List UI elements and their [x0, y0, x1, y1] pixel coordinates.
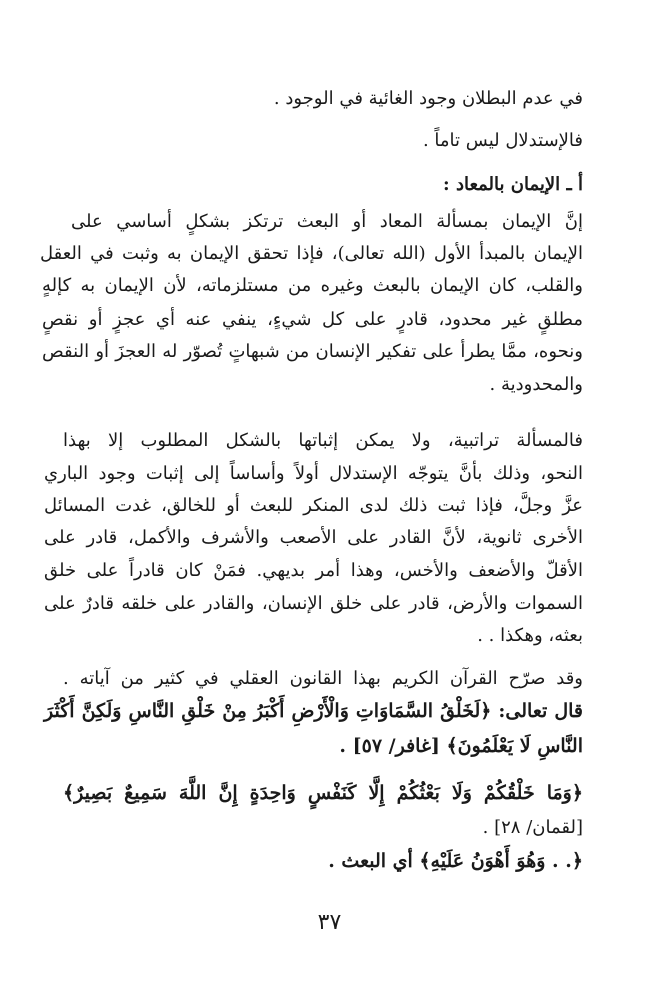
text-line: والقلب، كان الإيمان بالبعث وغيره من مستلزماته، لأن الإيمان به كإلهٍ — [42, 275, 583, 296]
text-line: فالمسألة تراتبية، ولا يمكن إثباتها بالشكل المطلوب إلا بهذا — [63, 430, 583, 451]
quran-verse-line: قال تعالى: ﴿لَخَلْقُ السَّمَاوَاتِ وَالْأَرْضِ أَكْبَرُ مِنْ خَلْقِ النَّاسِ وَلَكِنَّ أَكْثَرَ — [44, 700, 583, 722]
quran-verse-line: النَّاسِ لَا يَعْلَمُونَ﴾ [غافر/ ٥٧] . — [339, 735, 583, 757]
text-line: الأقلّ والأضعف والأخس، وهذا أمر بديهي. فمَنْ كان قادراً على خلق — [44, 560, 583, 581]
text-line: فالإستدلال ليس تاماً . — [422, 130, 583, 151]
quran-verse-line: ﴿. . وَهُوَ أَهْوَنُ عَلَيْهِ﴾ أي البعث . — [328, 850, 583, 872]
text-line: ونحوه، ممَّا يطرأ على تفكير الإنسان من شبهاتٍ تُصوّر له العجزَ أو النقص — [42, 341, 583, 362]
citation-line: [لقمان/ ٢٨] . — [482, 817, 583, 838]
text-line: بعثه، وهكذا . . — [477, 625, 583, 646]
text-line: عزَّ وجلَّ، فإذا ثبت ذلك لدى المنكر للبعث أو للخالق، غدت المسائل — [44, 495, 583, 516]
section-heading: أ ـ الإيمان بالمعاد : — [443, 174, 583, 195]
quran-verse-line: ﴿وَمَا خَلْقُكُمْ وَلَا بَعْثُكُمْ إِلَّا كَنَفْسٍ وَاحِدَةٍ إِنَّ اللَّهَ سَمِيعٌ بَصِيرٌ﴾ — [63, 782, 583, 804]
text-line: الإيمان بالمبدأ الأول (الله تعالى)، فإذا تحقق الإيمان به وثبت في العقل — [40, 243, 583, 264]
text-line: النحو، وذلك بأنَّ يتوجّه الإستدلال أولاً وأساساً إلى إثبات وجود الباري — [44, 463, 583, 484]
text-line: الأخرى ثانوية، لأنَّ القادر على الأصعب والأشرف والأكمل، قادر على — [44, 527, 583, 548]
text-line: والمحدودية . — [489, 374, 583, 395]
text-line: في عدم البطلان وجود الغائية في الوجود . — [273, 88, 583, 109]
text-line: وقد صرّح القرآن الكريم بهذا القانون العقلي في كثير من آياته . — [63, 668, 583, 689]
text-line: مطلقٍ غير محدود، قادرٍ على كل شيءٍ، ينفي عنه أي عجزٍ أو نقصٍ — [42, 309, 583, 330]
page-number: ٣٧ — [317, 910, 342, 935]
text-line: إنَّ الإيمان بمسألة المعاد أو البعث ترتكز بشكلٍ أساسي على — [71, 211, 583, 232]
text-line: السموات والأرض، قادر على خلق الإنسان، والقادر على خلقه قادرٌ على — [44, 593, 583, 614]
